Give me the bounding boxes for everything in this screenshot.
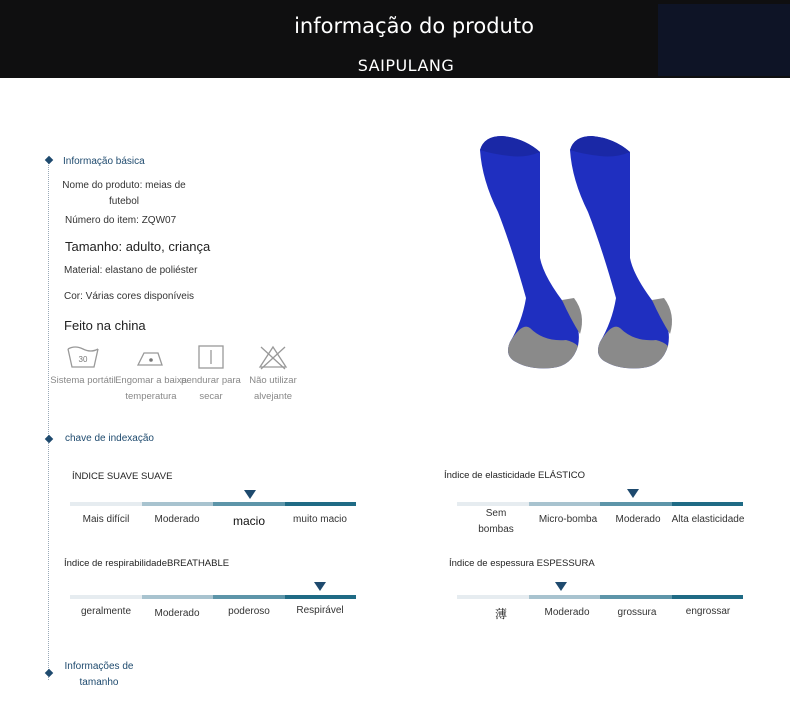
care-label: Sistema portátil — [50, 375, 116, 386]
soft-label: muito macio — [293, 514, 347, 525]
breath-label: geralmente — [80, 606, 132, 617]
thick-label: 薄 — [494, 607, 507, 621]
breath-index-title: Índice de respirabilidadeBREATHABLE — [64, 558, 230, 569]
wash-30-icon — [66, 343, 100, 371]
index-title: chave de indexação — [65, 433, 154, 444]
iron-low-icon — [134, 343, 168, 371]
care-hang — [176, 343, 246, 405]
sock-left — [480, 136, 584, 368]
no-bleach-icon — [256, 343, 290, 371]
header-banner — [0, 0, 790, 78]
thick-label: grossura — [617, 607, 657, 618]
product-image-socks — [470, 128, 710, 378]
thick-index-marker — [555, 582, 567, 591]
sock-right — [570, 136, 674, 368]
thick-label-selected: Moderado — [544, 607, 590, 618]
care-bleach — [238, 343, 308, 405]
breath-label: Moderado — [154, 608, 200, 619]
elastic-label: Micro-bomba — [538, 514, 598, 525]
product-name: Nome do produto: meias de futebol — [62, 180, 186, 207]
section-timeline — [48, 160, 50, 680]
elastic-index-title: Índice de elasticidade ELÁSTICO — [444, 470, 585, 481]
soft-index-bar — [70, 502, 356, 506]
item-number: Número do item: ZQW07 — [65, 215, 177, 226]
elastic-label: Alta elasticidade — [671, 514, 745, 525]
size-info: Tamanho: adulto, criança — [65, 239, 211, 254]
care-wash — [48, 343, 118, 389]
material-info: Material: elastano de poliéster — [64, 265, 198, 276]
basic-info-title: Informação básica — [63, 156, 145, 167]
breath-index-bar — [70, 595, 356, 599]
thick-index-title: Índice de espessura ESPESSURA — [449, 558, 595, 569]
color-info: Cor: Várias cores disponíveis — [64, 291, 195, 302]
elastic-label-selected: Moderado — [615, 514, 661, 525]
section-marker — [45, 669, 53, 677]
size-info-title: Informações de tamanho — [64, 661, 134, 688]
thick-index-bar — [457, 595, 743, 599]
brand-name: SAIPULANG — [357, 56, 455, 75]
page-title: informação do produto — [294, 14, 534, 38]
wash-temperature: 30 — [78, 355, 88, 364]
hang-dry-icon — [194, 343, 228, 371]
elastic-index-marker — [627, 489, 639, 498]
breath-label: poderoso — [228, 606, 270, 617]
soft-index-marker — [244, 490, 256, 499]
section-marker — [45, 156, 53, 164]
breath-index-marker — [314, 582, 326, 591]
section-marker — [45, 435, 53, 443]
thick-label: engrossar — [685, 606, 731, 617]
care-label: pendurar para secar — [181, 375, 241, 402]
care-label: Não utilizar alvejante — [249, 375, 297, 402]
soft-index-title: ÍNDICE SUAVE SUAVE — [72, 471, 173, 482]
soft-label: Mais difícil — [82, 514, 130, 525]
elastic-label: Sem bombas — [478, 508, 514, 535]
soft-label-selected: macio — [232, 514, 265, 528]
origin-info: Feito na china — [64, 318, 146, 333]
soft-label: Moderado — [154, 514, 200, 525]
care-label: Engomar a baixa temperatura — [115, 375, 187, 402]
breath-label-selected: Respirável — [296, 605, 344, 616]
